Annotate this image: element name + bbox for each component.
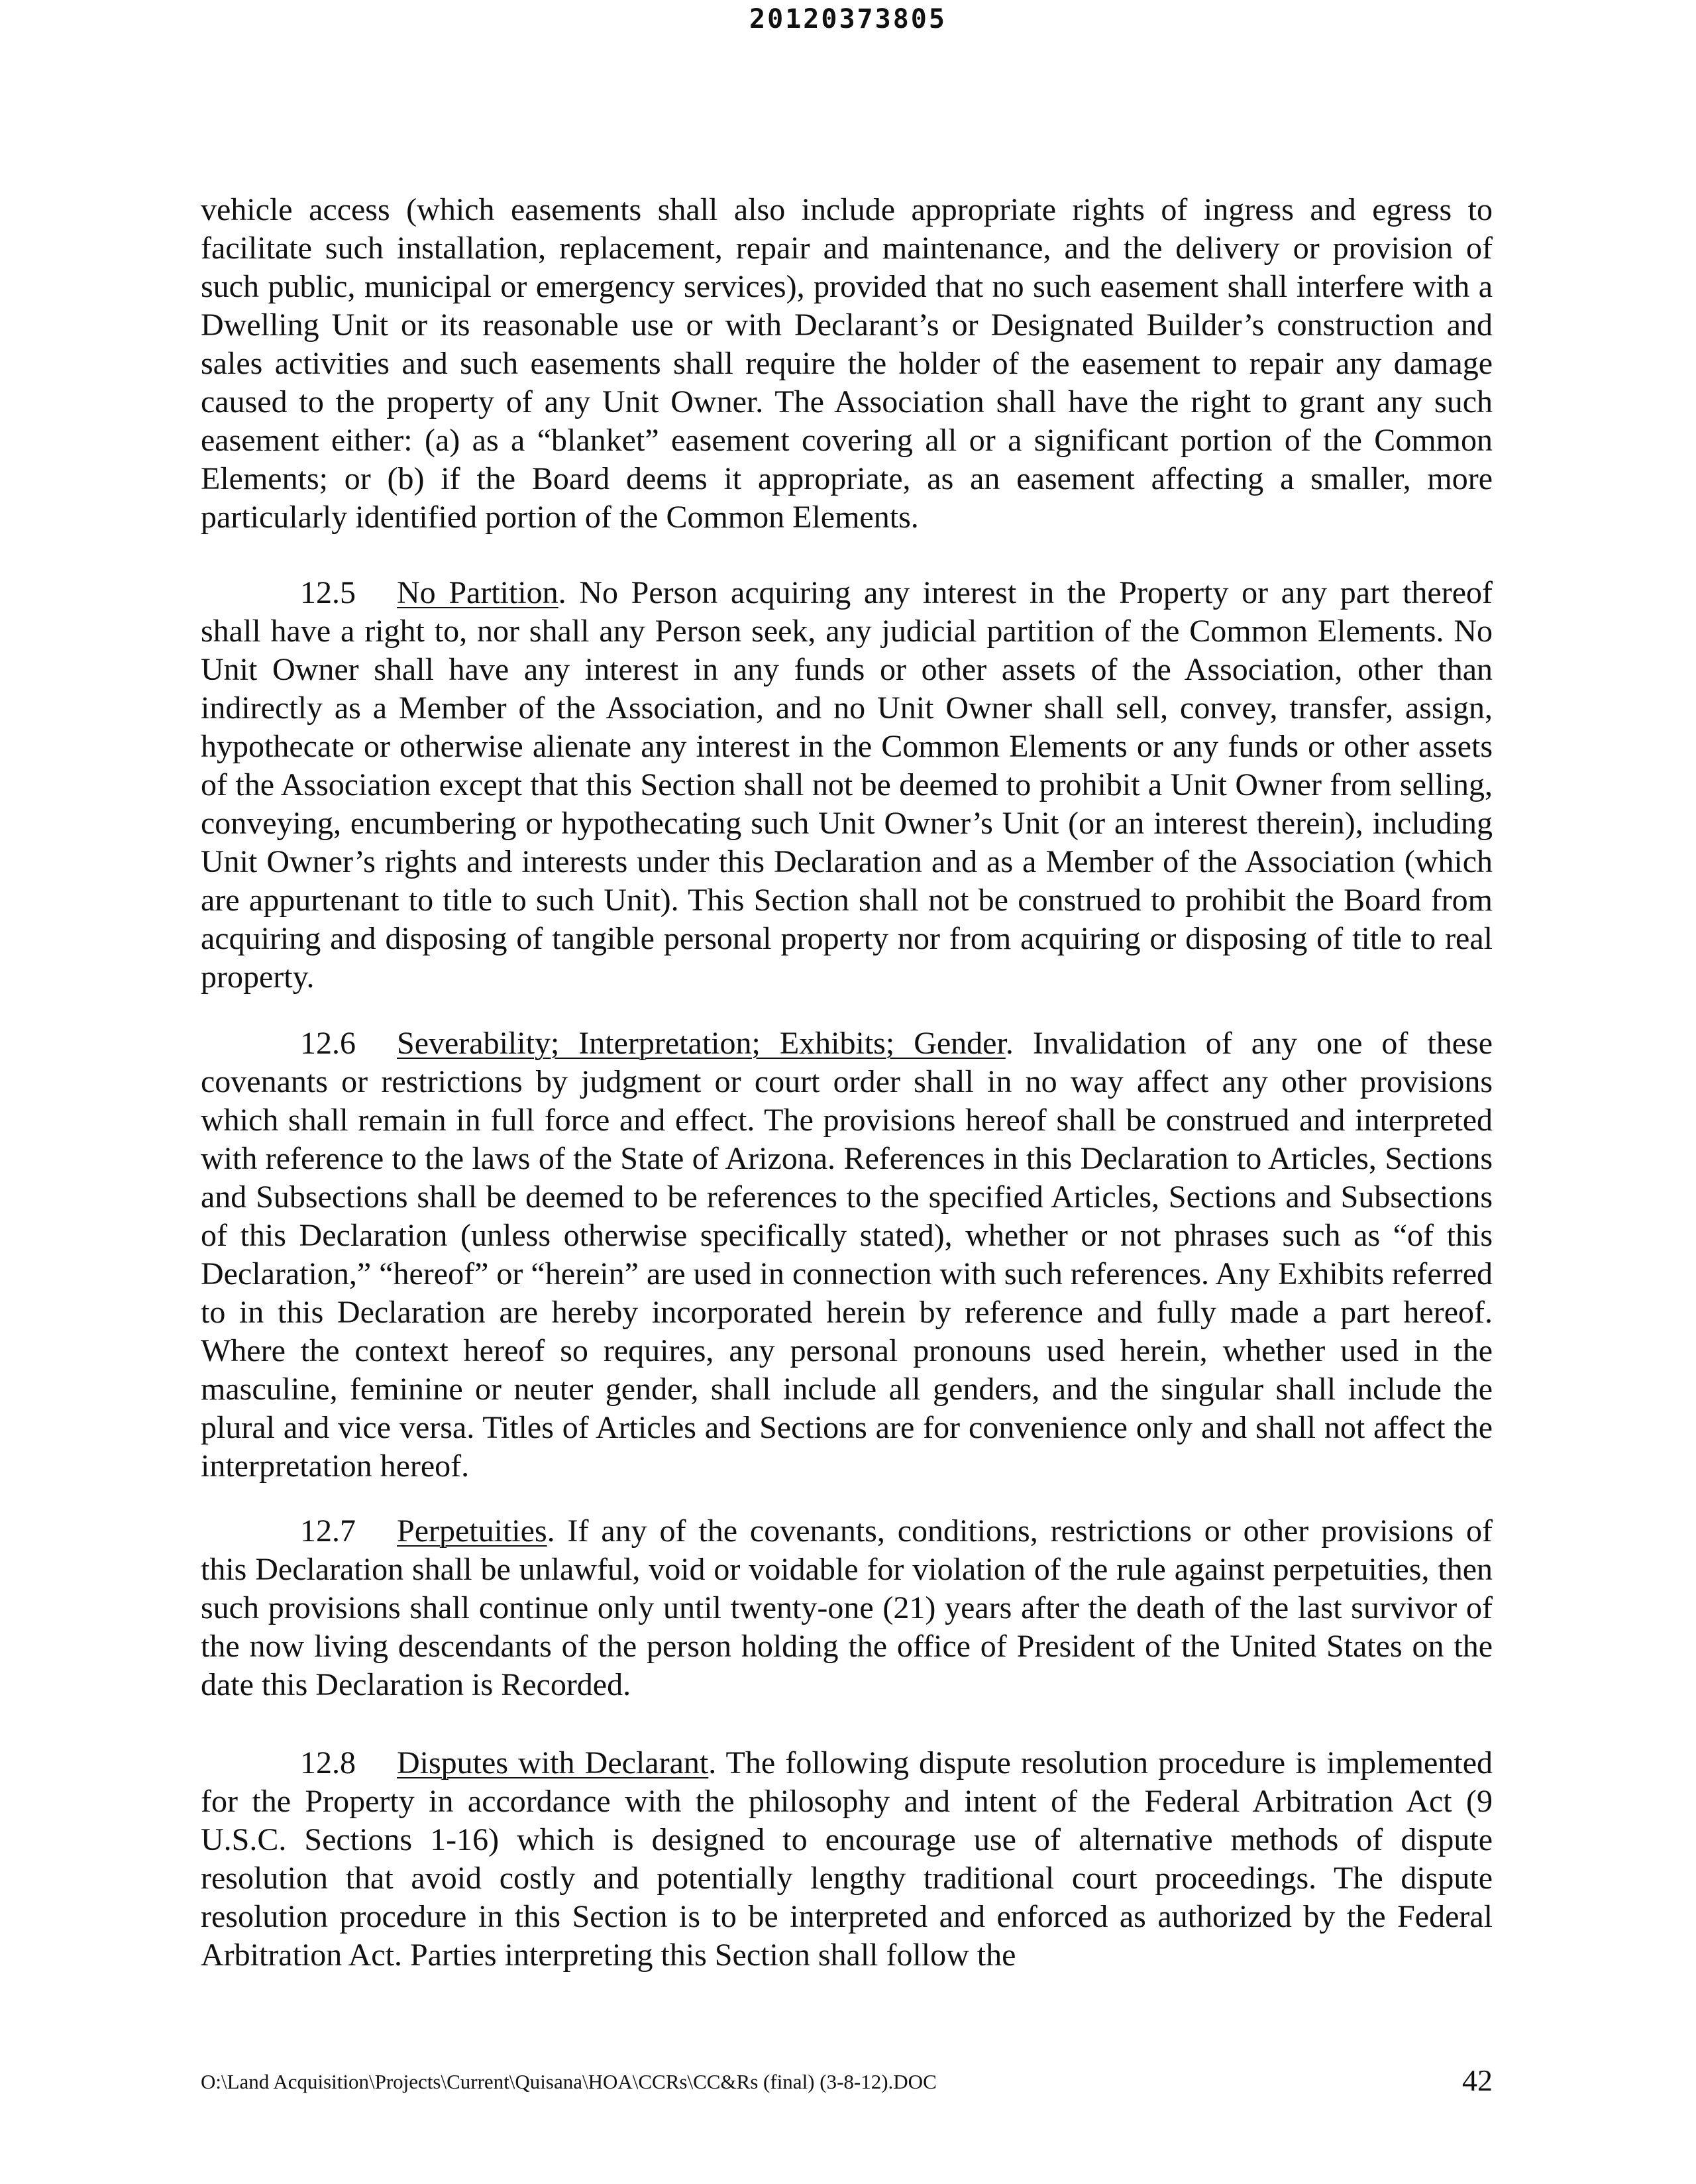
paragraph-text: vehicle access (which easements shall also include appropriate rights of ingress and egress to facilitate such installation, replacement, repair and maintenance, and the delivery or provision of such public, municipal or emergency services), provided that no such easement shall interfere with a Dwelling Unit or its reasonable use or with Declarant’s or Designated Builder’s construction and sales activities and such easements shall require the holder of the easement to repair any damage caused to the property of any Unit Owner. The Association shall have the right to grant any such easement either: (a) as a “blanket” easement covering all or a significant portion of the Common Elements; or (b) if the Board deems it appropriate, as an easement affecting a smaller, more particularly identified portion of the Common Elements. bbox=[201, 192, 1493, 535]
section-heading: Severability; Interpretation; Exhibits; Gender bbox=[397, 1026, 1006, 1061]
section-12-5 bbox=[201, 574, 1493, 997]
section-12-8 bbox=[201, 1744, 1493, 1975]
section-text: . No Person acquiring any interest in the Property or any part thereof shall have a right to, nor shall any Person seek, any judicial partition of the Common Elements. No Unit Owner shall have any interest in any funds or other assets of the Association, other than indirectly as a Member of the Association, and no Unit Owner shall sell, convey, transfer, assign, hypothecate or otherwise alienate any interest in the Common Elements or any funds or other assets of the Association except that this Section shall not be deemed to prohibit a Unit Owner from selling, conveying, encumbering or hypothecating such Unit Owner’s Unit (or an interest therein), including Unit Owner’s rights and interests under this Declaration and as a Member of the Association (which are appurtenant to title to such Unit). This Section shall not be construed to prohibit the Board from acquiring and disposing of tangible personal property nor from acquiring or disposing of title to real property. bbox=[201, 575, 1493, 995]
section-number: 12.6 bbox=[300, 1026, 356, 1061]
section-number: 12.5 bbox=[300, 575, 356, 610]
recording-number: 20120373805 bbox=[749, 4, 947, 34]
section-heading: Disputes with Declarant bbox=[397, 1745, 709, 1780]
paragraph-continuation bbox=[201, 191, 1493, 537]
section-12-7 bbox=[201, 1512, 1493, 1704]
section-12-6 bbox=[201, 1024, 1493, 1486]
section-heading: No Partition bbox=[397, 575, 558, 610]
section-text: . Invalidation of any one of these covenants or restrictions by judgment or court order shall in no way affect any other provisions which shall remain in full force and effect. The provisions hereof shall be construed and interpreted with reference to the laws of the State of Arizona. References in this Declaration to Articles, Sections and Subsections shall be deemed to be references to the specified Articles, Sections and Subsections of this Declaration (unless otherwise specifically stated), whether or not phrases such as “of this Declaration,” “hereof” or “herein” are used in connection with such references. Any Exhibits referred to in this Declaration are hereby incorporated herein by reference and fully made a part hereof. Where the context hereof so requires, any personal pronouns used herein, whether used in the masculine, feminine or neuter gender, shall include all genders, and the singular shall include the plural and vice versa. Titles of Articles and Sections are for convenience only and shall not affect the interpretation hereof. bbox=[201, 1026, 1493, 1484]
footer-file-path: O:\Land Acquisition\Projects\Current\Quisana\HOA\CCRs\CC&Rs (final) (3-8-12).DOC bbox=[201, 2070, 937, 2093]
section-text: . If any of the covenants, conditions, restrictions or other provisions of this Declaration shall be unlawful, void or voidable for violation of the rule against perpetuities, then such provisions shall continue only until twenty-one (21) years after the death of the last survivor of the now living descendants of the person holding the office of President of the United States on the date this Declaration is Recorded. bbox=[201, 1513, 1493, 1702]
section-text: . The following dispute resolution procedure is implemented for the Property in accordance with the philosophy and intent of the Federal Arbitration Act (9 U.S.C. Sections 1-16) which is designed to encourage use of alternative methods of dispute resolution that avoid costly and potentially lengthy traditional court proceedings. The dispute resolution procedure in this Section is to be interpreted and enforced as authorized by the Federal Arbitration Act. Parties interpreting this Section shall follow the bbox=[201, 1745, 1493, 1973]
section-number: 12.8 bbox=[300, 1745, 356, 1780]
section-number: 12.7 bbox=[300, 1513, 356, 1549]
page-number: 42 bbox=[1462, 2063, 1493, 2097]
section-heading: Perpetuities bbox=[397, 1513, 547, 1549]
